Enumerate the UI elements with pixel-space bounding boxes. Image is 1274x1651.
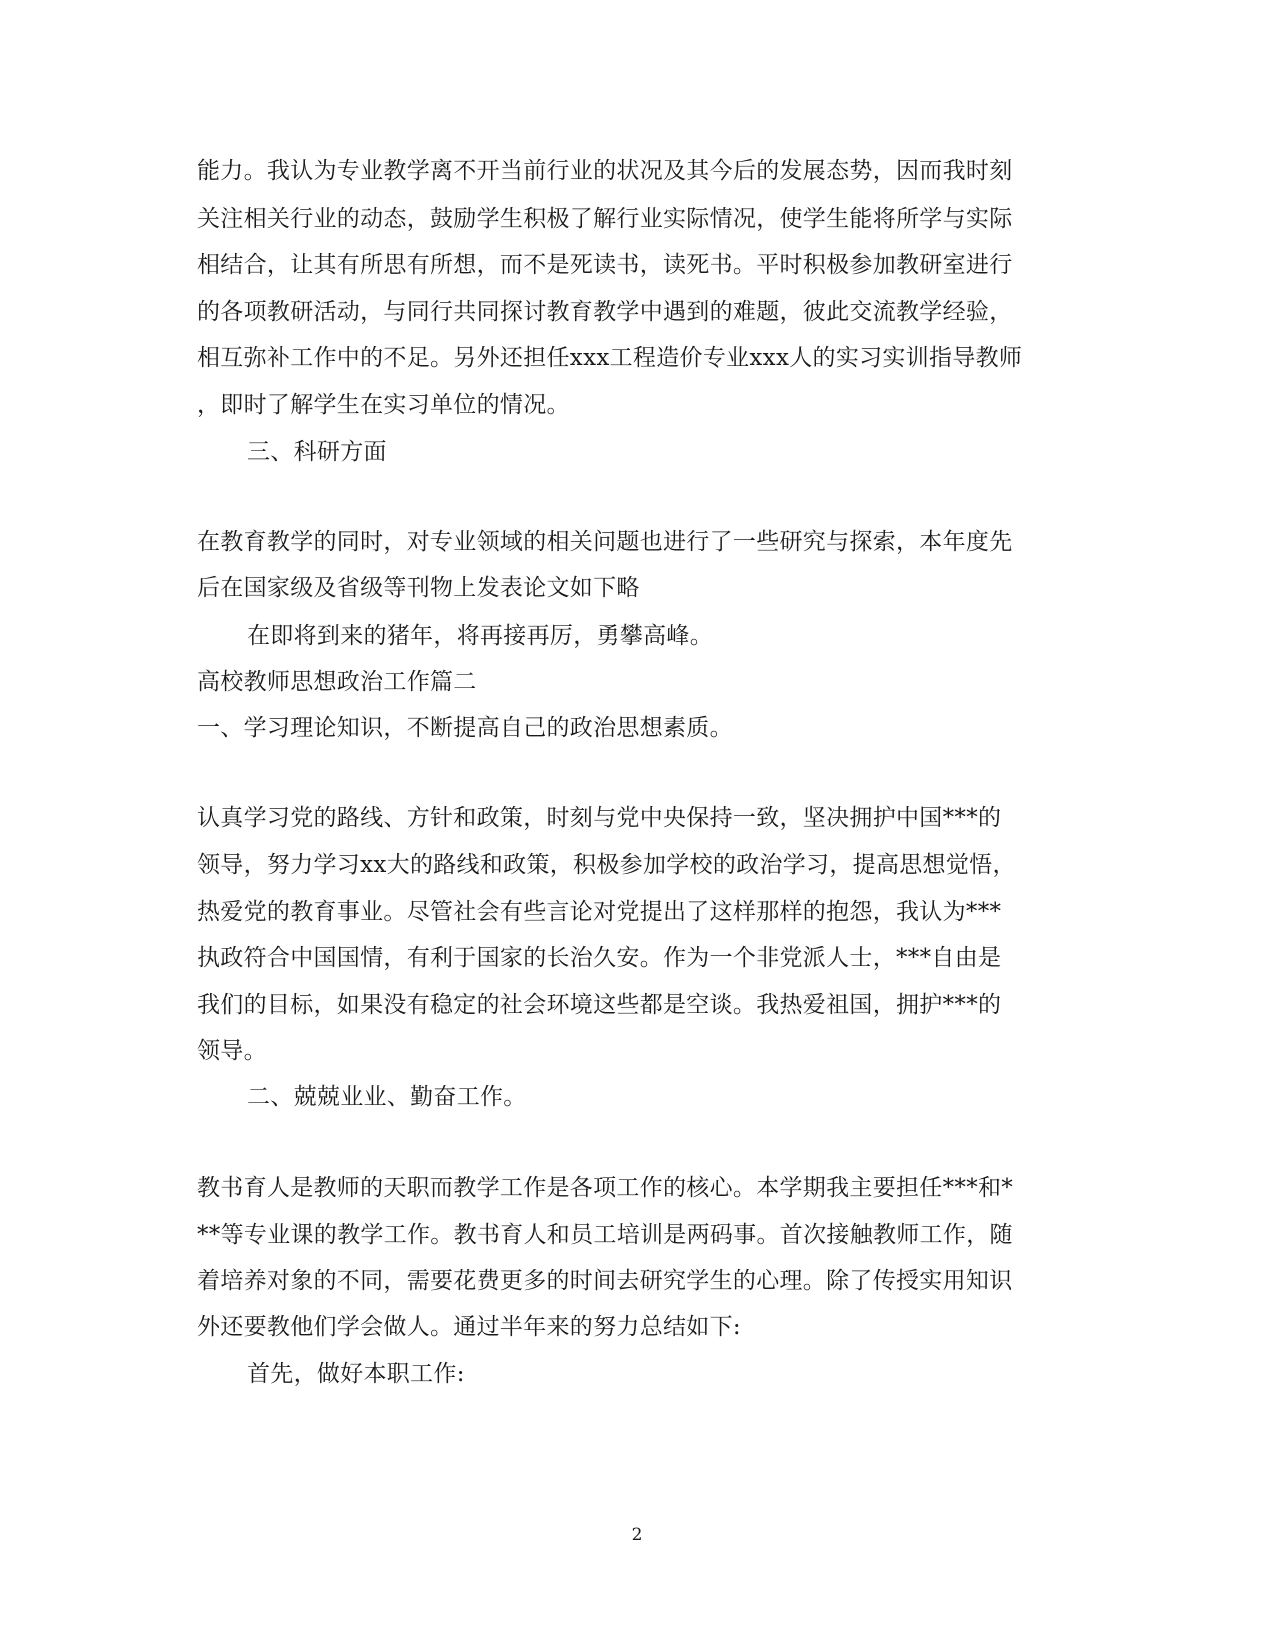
body-text-line: 在即将到来的猪年，将再接再厉，勇攀高峰。 <box>247 623 713 649</box>
body-text-line: 领导，努力学习xx大的路线和政策，积极参加学校的政治学习，提高思想觉悟， <box>197 852 1016 878</box>
body-text-line: 外还要教他们学会做人。通过半年来的努力总结如下: <box>197 1314 741 1340</box>
page-number: 2 <box>631 1525 643 1545</box>
body-text-line: 执政符合中国国情，有利于国家的长治久安。作为一个非党派人士，***自由是 <box>197 945 1002 971</box>
body-text-line: **等专业课的教学工作。教书育人和员工培训是两码事。首次接触教师工作，随 <box>197 1222 1013 1248</box>
section-heading: 三、科研方面 <box>247 439 387 465</box>
body-text-line: 认真学习党的路线、方针和政策，时刻与党中央保持一致，坚决拥护中国***的 <box>197 805 1002 831</box>
body-text-line: 我们的目标，如果没有稳定的社会环境这些都是空谈。我热爱祖国，拥护***的 <box>197 992 1002 1018</box>
section-heading: 二、兢兢业业、勤奋工作。 <box>247 1084 527 1110</box>
body-text-line: 相互弥补工作中的不足。另外还担任xxx工程造价专业xxx人的实习实训指导教师 <box>197 345 1023 371</box>
body-text-line: 着培养对象的不同，需要花费更多的时间去研究学生的心理。除了传授实用知识 <box>197 1268 1013 1294</box>
section-heading: 一、学习理论知识，不断提高自己的政治思想素质。 <box>197 715 733 741</box>
article-title: 高校教师思想政治工作篇二 <box>197 669 477 695</box>
body-text-line: ，即时了解学生在实习单位的情况。 <box>197 392 570 418</box>
body-text-line: 领导。 <box>197 1038 267 1064</box>
body-text-line: 在教育教学的同时，对专业领域的相关问题也进行了一些研究与探索，本年度先 <box>197 529 1013 555</box>
body-text-line: 首先，做好本职工作: <box>247 1361 465 1387</box>
body-text-line: 相结合，让其有所思有所想，而不是死读书，读死书。平时积极参加教研室进行 <box>197 252 1013 278</box>
body-text-line: 热爱党的教育事业。尽管社会有些言论对党提出了这样那样的抱怨，我认为*** <box>197 899 1002 925</box>
body-text-line: 后在国家级及省级等刊物上发表论文如下略 <box>197 575 640 601</box>
body-text-line: 的各项教研活动，与同行共同探讨教育教学中遇到的难题，彼此交流教学经验， <box>197 299 1013 325</box>
body-text-line: 能力。我认为专业教学离不开当前行业的状况及其今后的发展态势，因而我时刻 <box>197 158 1013 184</box>
body-text-line: 教书育人是教师的天职而教学工作是各项工作的核心。本学期我主要担任***和* <box>197 1175 1014 1201</box>
body-text-line: 关注相关行业的动态，鼓励学生积极了解行业实际情况，使学生能将所学与实际 <box>197 206 1013 232</box>
